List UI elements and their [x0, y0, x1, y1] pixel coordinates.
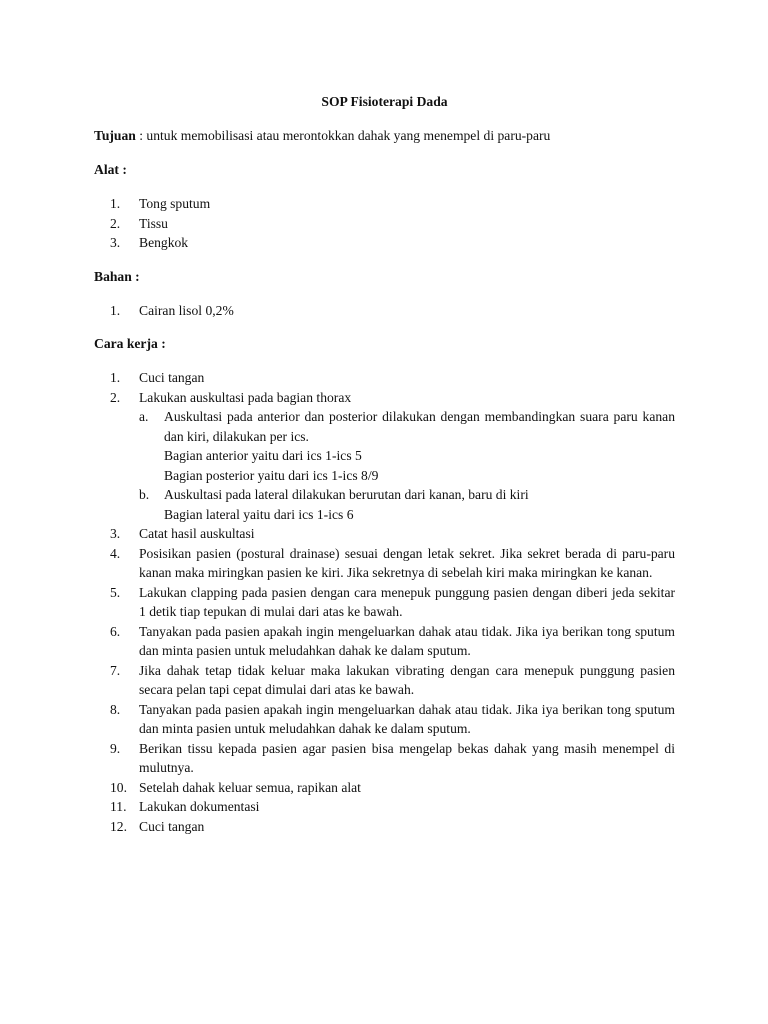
list-item: 8. Tanyakan pada pasien apakah ingin mengeluarkan dahak atau tidak. Jika iya berikan tong sputum dan minta pasien untuk meludahkan dahak ke dalam sputum.: [110, 701, 675, 736]
list-item: 1. Tong sputum: [110, 196, 211, 211]
list-item: 2. Tissu: [110, 215, 168, 231]
sub-list-item: b. Auskultasi pada lateral dilakukan berurutan dari kanan, baru di kiri Bagian lateral yaitu dari ics 1-ics 6: [139, 487, 529, 522]
cara-kerja-list: [94, 368, 675, 836]
bahan-list: [94, 301, 675, 321]
list-item: 2. Lakukan auskultasi pada bagian thorax a. Auskultasi pada anterior dan posterior dilakukan dengan membandingkan suara paru kanan dan kiri, dilakukan per ics. Bagian anterior yaitu dari ics 1-ics 5 Bagian posterior yaitu dari ics 1-ics 8/9 b. Auskultasi pada lateral dilakukan berurutan dari kanan, baru di kiri Bagian lateral yaitu dari ics 1-ics 6: [94, 388, 675, 525]
list-item: 11. Lakukan dokumentasi: [110, 799, 260, 814]
tujuan-label: Tujuan: [94, 128, 136, 143]
sub-list: [139, 407, 675, 524]
list-item: 1. Cuci tangan: [110, 370, 205, 385]
list-item: 3. Catat hasil auskultasi: [110, 526, 255, 541]
list-item: 10. Setelah dahak keluar semua, rapikan alat: [110, 779, 361, 795]
list-item: 5. Lakukan clapping pada pasien dengan cara menepuk punggung pasien dengan diberi jeda sekitar 1 detik tiap tepukan di mulai dari atas ke bawah.: [110, 584, 675, 619]
list-item: 1. Cairan lisol 0,2%: [110, 302, 234, 318]
bahan-heading: Bahan :: [94, 268, 140, 284]
list-item: 4. Posisikan pasien (postural drainase) sesuai dengan letak sekret. Jika sekret berada di paru-paru kanan maka miringkan pasien ke kiri. Jika sekretnya di sebelah kiri maka miringkan ke kanan.: [110, 545, 675, 580]
list-item: 9. Berikan tissu kepada pasien agar pasien bisa mengelap bekas dahak yang masih menempel di mulutnya.: [110, 740, 675, 775]
list-item: 6. Tanyakan pada pasien apakah ingin mengeluarkan dahak atau tidak. Jika iya berikan tong sputum dan minta pasien untuk meludahkan dahak ke dalam sputum.: [110, 623, 675, 658]
alat-list: [94, 194, 675, 253]
list-item: 7. Jika dahak tetap tidak keluar maka lakukan vibrating dengan cara menepuk punggung pasien secara pelan tapi cepat dimulai dari atas ke bawah.: [110, 662, 675, 697]
list-item: 3. Bengkok: [110, 235, 189, 250]
document-title: SOP Fisioterapi Dada: [321, 94, 448, 109]
tujuan-text: : untuk memobilisasi atau merontokkan dahak yang menempel di paru-paru: [135, 128, 551, 143]
cara-kerja-heading: Cara kerja :: [94, 336, 166, 351]
list-item: 12. Cuci tangan: [110, 818, 205, 834]
sub-list-item: a. Auskultasi pada anterior dan posterior dilakukan dengan membandingkan suara paru kanan dan kiri, dilakukan per ics. Bagian anterior yaitu dari ics 1-ics 5 Bagian posterior yaitu dari ics 1-ics 8/9: [139, 409, 675, 483]
tujuan-line: [94, 126, 675, 146]
alat-heading: Alat :: [94, 162, 127, 177]
document-page: [94, 92, 675, 836]
